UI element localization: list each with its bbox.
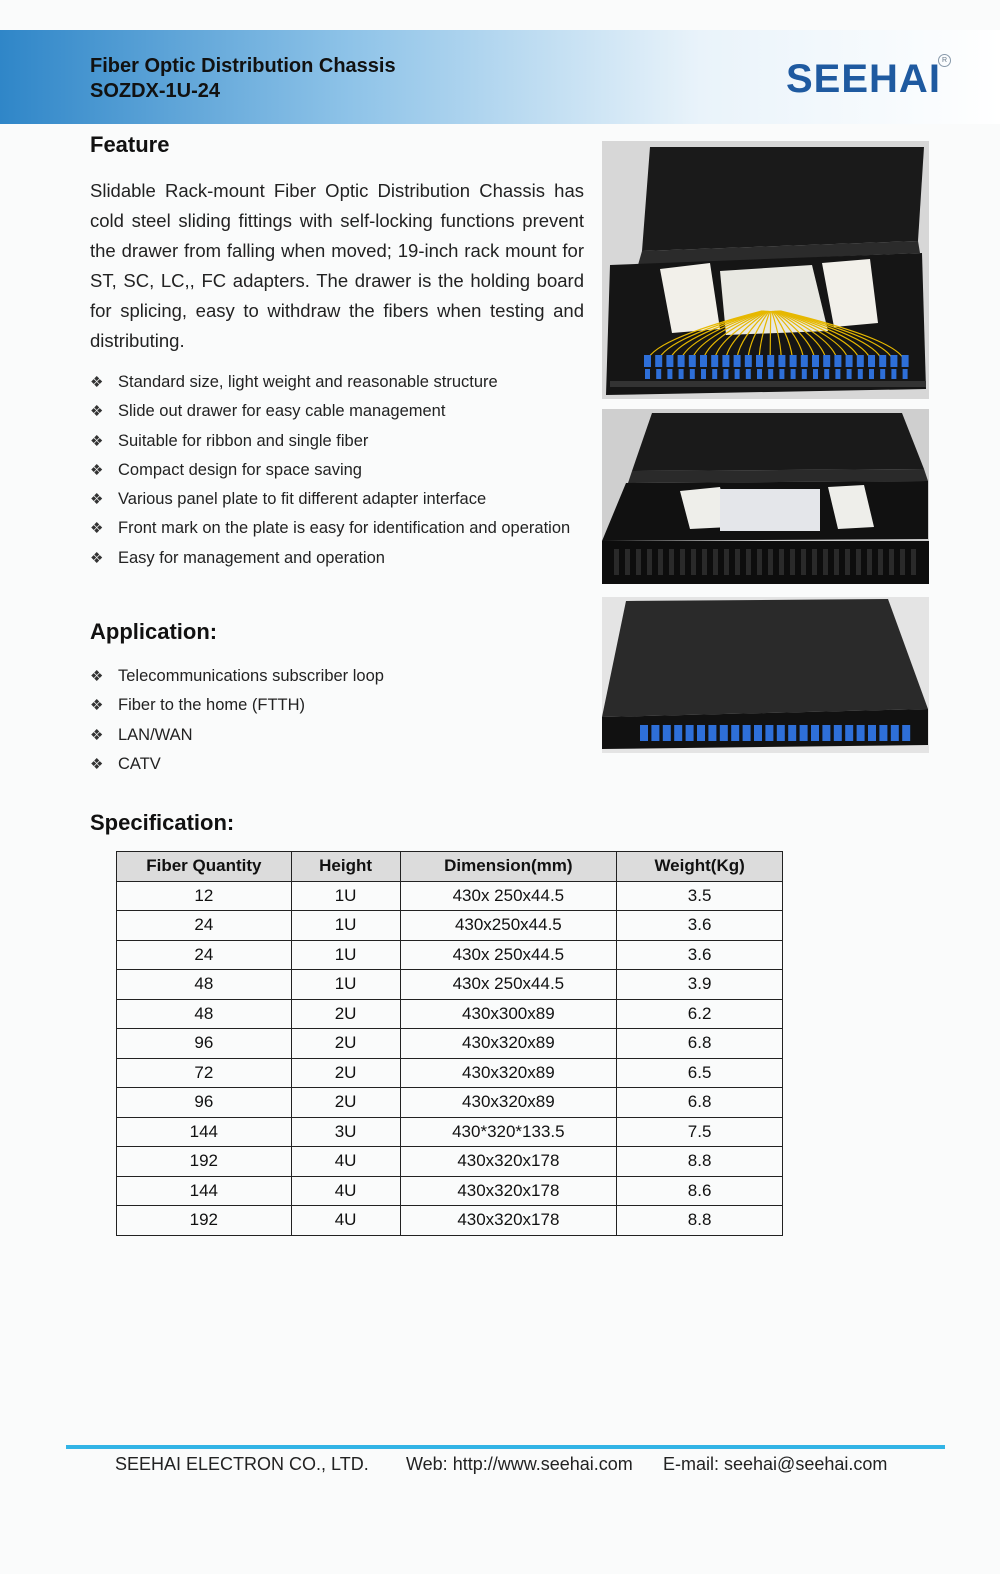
table-cell: 2U xyxy=(291,1088,400,1118)
sc-adapter-icon xyxy=(868,355,875,367)
table-cell: 430*320*133.5 xyxy=(400,1117,617,1147)
panel-slot xyxy=(779,549,784,575)
sc-adapter-icon xyxy=(734,355,741,367)
sc-adapter-icon xyxy=(711,355,718,367)
model-number: SOZDX-1U-24 xyxy=(90,80,221,102)
sc-adapter-icon xyxy=(723,369,728,379)
sc-adapter-icon xyxy=(802,369,807,379)
list-item-text: Slide out drawer for easy cable management xyxy=(118,402,446,421)
panel-slot xyxy=(713,549,718,575)
table-cell: 3.6 xyxy=(617,940,783,970)
table-cell: 72 xyxy=(117,1058,292,1088)
list-item xyxy=(90,691,384,720)
sc-adapter-icon xyxy=(697,725,705,741)
sc-adapter-icon xyxy=(891,369,896,379)
sc-adapter-icon xyxy=(801,355,808,367)
table-cell: 3.5 xyxy=(617,881,783,911)
table-row xyxy=(117,999,783,1029)
sc-adapter-icon xyxy=(745,355,752,367)
table-cell: 12 xyxy=(117,881,292,911)
feature-list xyxy=(90,368,570,573)
list-item xyxy=(90,485,570,514)
sc-adapter-icon xyxy=(847,369,852,379)
table-cell: 2U xyxy=(291,1058,400,1088)
sc-adapter-icon xyxy=(857,355,864,367)
table-cell: 430x320x89 xyxy=(400,1058,617,1088)
table-row xyxy=(117,1058,783,1088)
table-cell: 3U xyxy=(291,1117,400,1147)
sc-adapter-icon xyxy=(689,355,696,367)
sc-adapter-icon xyxy=(690,369,695,379)
table-cell: 430x320x178 xyxy=(400,1206,617,1236)
sc-adapter-icon xyxy=(640,725,648,741)
sc-adapter-icon xyxy=(845,725,853,741)
panel-slot xyxy=(724,549,729,575)
table-cell: 1U xyxy=(291,940,400,970)
panel-slot xyxy=(790,549,795,575)
product-photo-open-drawer xyxy=(602,141,929,399)
table-cell: 144 xyxy=(117,1176,292,1206)
panel-slot xyxy=(680,549,685,575)
sc-adapter-icon xyxy=(869,369,874,379)
list-item xyxy=(90,368,570,397)
specification-table xyxy=(116,851,783,1236)
header-banner xyxy=(0,30,1000,124)
bullet-diamond-icon: ❖ xyxy=(90,403,104,421)
table-cell: 144 xyxy=(117,1117,292,1147)
sc-adapter-icon xyxy=(768,369,773,379)
table-cell: 8.6 xyxy=(617,1176,783,1206)
table-row xyxy=(117,1176,783,1206)
sc-adapter-icon xyxy=(701,369,706,379)
panel-slot xyxy=(867,549,872,575)
feature-description: Slidable Rack-mount Fiber Optic Distribution Chassis has cold steel sliding fittings with self-locking functions prevent the drawer from falling when moved; 19-inch rack mount for ST, SC, LC,, FC adapters. The drawer is the holding board for splicing, easy to withdraw the fibers when testing and distributing. xyxy=(90,180,584,351)
panel-slot xyxy=(746,549,751,575)
table-cell: 6.8 xyxy=(617,1088,783,1118)
table-cell: 430x300x89 xyxy=(400,999,617,1029)
list-item-text: Easy for management and operation xyxy=(118,548,385,567)
panel-slot xyxy=(856,549,861,575)
application-heading: Application: xyxy=(90,619,218,644)
sc-adapter-icon xyxy=(746,369,751,379)
bullet-diamond-icon: ❖ xyxy=(90,520,104,538)
panel-slot xyxy=(647,549,652,575)
sc-adapter-icon xyxy=(678,355,685,367)
sc-adapter-icon xyxy=(765,725,773,741)
page-title: Fiber Optic Distribution Chassis xyxy=(90,55,396,77)
table-cell: 24 xyxy=(117,940,292,970)
feature-heading: Feature xyxy=(90,132,170,157)
sc-adapter-icon xyxy=(835,369,840,379)
table-cell: 96 xyxy=(117,1029,292,1059)
bullet-diamond-icon: ❖ xyxy=(90,726,104,744)
table-cell: 430x320x178 xyxy=(400,1176,617,1206)
sc-adapter-icon xyxy=(824,369,829,379)
table-cell: 192 xyxy=(117,1147,292,1177)
footer-company: SEEHAI ELECTRON CO., LTD. xyxy=(115,1454,369,1474)
panel-slot xyxy=(812,549,817,575)
sc-adapter-icon xyxy=(788,725,796,741)
sc-adapter-icon xyxy=(667,369,672,379)
sc-adapter-icon xyxy=(777,725,785,741)
panel-slot xyxy=(669,549,674,575)
sc-adapter-icon xyxy=(891,725,899,741)
sc-adapter-icon xyxy=(779,369,784,379)
list-item xyxy=(90,427,570,456)
sc-adapter-icon xyxy=(823,355,830,367)
sc-adapter-icon xyxy=(767,355,774,367)
table-cell: 2U xyxy=(291,1029,400,1059)
sc-adapter-icon xyxy=(868,725,876,741)
list-item-text: CATV xyxy=(118,754,161,773)
sc-adapter-icon xyxy=(846,355,853,367)
sc-adapter-icon xyxy=(778,355,785,367)
table-cell: 430x320x89 xyxy=(400,1088,617,1118)
sc-adapter-icon xyxy=(756,355,763,367)
sc-adapter-icon xyxy=(663,725,671,741)
panel-slot xyxy=(735,549,740,575)
bullet-diamond-icon: ❖ xyxy=(90,374,104,391)
table-cell: 2U xyxy=(291,999,400,1029)
table-cell: 24 xyxy=(117,911,292,941)
list-item xyxy=(90,544,570,573)
table-cell: 7.5 xyxy=(617,1117,783,1147)
sc-adapter-icon xyxy=(879,355,886,367)
list-item-text: Suitable for ribbon and single fiber xyxy=(118,431,369,450)
list-item-text: Telecommunications subscriber loop xyxy=(118,667,384,685)
table-cell: 1U xyxy=(291,970,400,1000)
table-cell: 96 xyxy=(117,1088,292,1118)
sc-adapter-icon xyxy=(645,369,650,379)
sc-adapter-icon xyxy=(708,725,716,741)
list-item xyxy=(90,397,570,426)
sc-adapter-icon xyxy=(834,355,841,367)
table-row xyxy=(117,1147,783,1177)
table-cell: 8.8 xyxy=(617,1206,783,1236)
table-cell: 1U xyxy=(291,881,400,911)
product-photo-empty-drawer xyxy=(602,409,929,584)
sc-adapter-icon xyxy=(902,725,910,741)
column-header: Dimension(mm) xyxy=(400,852,617,882)
list-item xyxy=(90,750,384,779)
list-item-text: Compact design for space saving xyxy=(118,460,362,479)
table-cell: 1U xyxy=(291,911,400,941)
list-item xyxy=(90,514,570,543)
list-item xyxy=(90,662,384,691)
table-cell: 430x 250x44.5 xyxy=(400,881,617,911)
table-row xyxy=(117,940,783,970)
footer-web: Web: http://www.seehai.com xyxy=(406,1454,633,1474)
list-item xyxy=(90,456,570,485)
sc-adapter-icon xyxy=(644,355,651,367)
footer-email: E-mail: seehai@seehai.com xyxy=(663,1454,888,1474)
sc-adapter-icon xyxy=(790,355,797,367)
table-cell: 6.8 xyxy=(617,1029,783,1059)
sc-adapter-icon xyxy=(822,725,830,741)
sc-adapter-icon xyxy=(666,355,673,367)
table-cell: 48 xyxy=(117,999,292,1029)
list-item-text: Various panel plate to fit different adapter interface xyxy=(118,490,487,509)
sc-adapter-icon xyxy=(712,369,717,379)
sc-adapter-icon xyxy=(674,725,682,741)
table-cell: 4U xyxy=(291,1206,400,1236)
table-cell: 6.2 xyxy=(617,999,783,1029)
table-header-row xyxy=(117,852,783,882)
bullet-diamond-icon: ❖ xyxy=(90,668,104,685)
sc-adapter-icon xyxy=(879,725,887,741)
sc-adapter-icon xyxy=(754,725,762,741)
table-cell: 3.6 xyxy=(617,911,783,941)
panel-slot xyxy=(801,549,806,575)
list-item-text: LAN/WAN xyxy=(118,725,193,744)
panel-slot xyxy=(911,549,916,575)
panel-slot xyxy=(900,549,905,575)
sc-adapter-icon xyxy=(743,725,751,741)
table-cell: 8.8 xyxy=(617,1147,783,1177)
table-cell: 4U xyxy=(291,1176,400,1206)
sc-adapter-icon xyxy=(735,369,740,379)
list-item-text: Standard size, light weight and reasonable structure xyxy=(118,373,498,391)
column-header: Height xyxy=(291,852,400,882)
table-cell: 192 xyxy=(117,1206,292,1236)
sc-adapter-icon xyxy=(857,725,865,741)
column-header: Weight(Kg) xyxy=(617,852,783,882)
sc-adapter-icon xyxy=(656,369,661,379)
panel-slot xyxy=(768,549,773,575)
panel-slot xyxy=(823,549,828,575)
bullet-diamond-icon: ❖ xyxy=(90,755,104,773)
sc-adapter-icon xyxy=(902,355,909,367)
sc-adapter-icon xyxy=(903,369,908,379)
list-item xyxy=(90,721,384,750)
panel-slot xyxy=(702,549,707,575)
table-cell: 48 xyxy=(117,970,292,1000)
table-row xyxy=(117,881,783,911)
sc-adapter-icon xyxy=(834,725,842,741)
seehai-logo: SEEHAI xyxy=(786,57,941,101)
sc-adapter-icon xyxy=(791,369,796,379)
table-cell: 3.9 xyxy=(617,970,783,1000)
panel-slot xyxy=(889,549,894,575)
list-item-text: Front mark on the plate is easy for identification and operation xyxy=(118,519,571,538)
table-cell: 430x 250x44.5 xyxy=(400,940,617,970)
footer-divider xyxy=(66,1445,945,1449)
registered-mark: R xyxy=(938,54,951,67)
column-header: Fiber Quantity xyxy=(117,852,292,882)
bullet-diamond-icon: ❖ xyxy=(90,461,104,479)
panel-slot xyxy=(757,549,762,575)
sc-adapter-icon xyxy=(655,355,662,367)
table-cell: 4U xyxy=(291,1147,400,1177)
panel-slot xyxy=(845,549,850,575)
table-row xyxy=(117,1029,783,1059)
bullet-diamond-icon: ❖ xyxy=(90,491,104,509)
table-cell: 6.5 xyxy=(617,1058,783,1088)
panel-slot xyxy=(834,549,839,575)
panel-slot xyxy=(658,549,663,575)
table-row xyxy=(117,1206,783,1236)
sc-adapter-icon xyxy=(731,725,739,741)
table-row xyxy=(117,1117,783,1147)
table-cell: 430x 250x44.5 xyxy=(400,970,617,1000)
sc-adapter-icon xyxy=(811,725,819,741)
panel-slot xyxy=(691,549,696,575)
bullet-diamond-icon: ❖ xyxy=(90,549,104,567)
table-cell: 430x320x178 xyxy=(400,1147,617,1177)
sc-adapter-icon xyxy=(880,369,885,379)
sc-adapter-icon xyxy=(700,355,707,367)
table-cell: 430x250x44.5 xyxy=(400,911,617,941)
product-photo-closed xyxy=(602,597,929,753)
bullet-diamond-icon: ❖ xyxy=(90,697,104,715)
sc-adapter-icon xyxy=(651,725,659,741)
sc-adapter-icon xyxy=(757,369,762,379)
sc-adapter-icon xyxy=(679,369,684,379)
sc-adapter-icon xyxy=(722,355,729,367)
sc-adapter-icon xyxy=(858,369,863,379)
sc-adapter-icon xyxy=(890,355,897,367)
table-row xyxy=(117,970,783,1000)
sc-adapter-icon xyxy=(813,369,818,379)
panel-slot xyxy=(614,549,619,575)
panel-slot xyxy=(878,549,883,575)
sc-adapter-icon xyxy=(800,725,808,741)
sc-adapter-icon xyxy=(686,725,694,741)
specification-heading: Specification: xyxy=(90,810,235,835)
table-row xyxy=(117,911,783,941)
sc-adapter-icon xyxy=(812,355,819,367)
table-cell: 430x320x89 xyxy=(400,1029,617,1059)
panel-slot xyxy=(636,549,641,575)
table-row xyxy=(117,1088,783,1118)
bullet-diamond-icon: ❖ xyxy=(90,432,104,450)
list-item-text: Fiber to the home (FTTH) xyxy=(118,696,306,715)
application-list xyxy=(90,662,384,779)
panel-slot xyxy=(625,549,630,575)
sc-adapter-icon xyxy=(720,725,728,741)
